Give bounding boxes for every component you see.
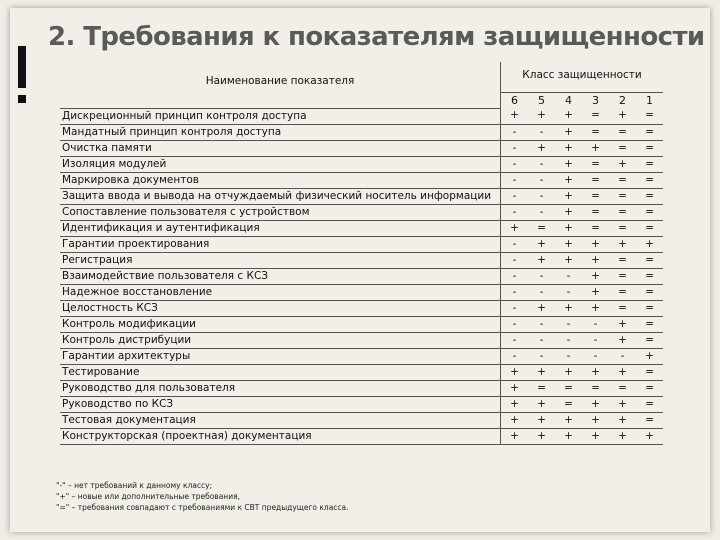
- indicator-name: Сопоставление пользователя с устройством: [60, 204, 501, 220]
- requirement-mark: =: [609, 172, 636, 188]
- table-row: [60, 412, 663, 428]
- requirement-mark: =: [636, 252, 663, 268]
- requirement-mark: +: [609, 316, 636, 332]
- requirement-mark: =: [609, 220, 636, 236]
- requirement-mark: +: [528, 428, 555, 444]
- table-header-row: [60, 62, 663, 93]
- requirement-mark: =: [609, 204, 636, 220]
- indicator-name: Изоляция модулей: [60, 156, 501, 172]
- name-column-header: Наименование показателя: [60, 62, 501, 108]
- indicator-name: Идентификация и аутентификация: [60, 220, 501, 236]
- requirement-mark: -: [528, 348, 555, 364]
- requirement-mark: +: [555, 204, 582, 220]
- requirement-mark: +: [528, 140, 555, 156]
- legend-note: "+" – новые или дополнительные требования,: [56, 492, 240, 501]
- indicator-name: Руководство по КСЗ: [60, 396, 501, 412]
- requirement-mark: +: [609, 156, 636, 172]
- accent-bar: [18, 46, 26, 88]
- requirement-mark: -: [501, 124, 529, 140]
- requirement-mark: +: [582, 412, 609, 428]
- indicator-name: Надежное восстановление: [60, 284, 501, 300]
- requirement-mark: -: [501, 188, 529, 204]
- requirement-mark: +: [609, 108, 636, 124]
- requirement-mark: -: [582, 332, 609, 348]
- requirement-mark: =: [609, 140, 636, 156]
- indicator-name: Мандатный принцип контроля доступа: [60, 124, 501, 140]
- table-row: [60, 396, 663, 412]
- class-number: 2: [619, 94, 626, 107]
- legend-note: "=" – требования совпадают с требованиями к СВТ предыдущего класса.: [56, 503, 349, 512]
- indicator-name: Тестовая документация: [60, 412, 501, 428]
- requirement-mark: =: [555, 396, 582, 412]
- indicator-name: Маркировка документов: [60, 172, 501, 188]
- requirement-mark: -: [528, 156, 555, 172]
- requirement-mark: -: [501, 156, 529, 172]
- requirement-mark: -: [501, 348, 529, 364]
- requirement-mark: -: [555, 284, 582, 300]
- table-row: [60, 428, 663, 444]
- table-row: [60, 172, 663, 188]
- requirement-mark: -: [528, 172, 555, 188]
- indicator-name: Регистрация: [60, 252, 501, 268]
- table-row: [60, 220, 663, 236]
- requirement-mark: +: [555, 188, 582, 204]
- requirement-mark: +: [528, 252, 555, 268]
- requirement-mark: +: [636, 236, 663, 252]
- requirement-mark: -: [528, 268, 555, 284]
- requirement-mark: =: [636, 332, 663, 348]
- requirement-mark: -: [528, 332, 555, 348]
- requirement-mark: -: [501, 140, 529, 156]
- requirement-mark: =: [636, 108, 663, 124]
- requirement-mark: +: [501, 364, 529, 380]
- indicator-name: Взаимодействие пользователя с КСЗ: [60, 268, 501, 284]
- requirements-table: [60, 62, 663, 445]
- requirement-mark: =: [582, 188, 609, 204]
- requirement-mark: +: [582, 252, 609, 268]
- requirement-mark: =: [582, 380, 609, 396]
- indicator-name: Контроль дистрибуции: [60, 332, 501, 348]
- requirement-mark: =: [636, 364, 663, 380]
- requirement-mark: +: [555, 124, 582, 140]
- requirement-mark: =: [609, 380, 636, 396]
- requirement-mark: -: [528, 204, 555, 220]
- class-number: 5: [538, 94, 545, 107]
- indicator-name: Дискреционный принцип контроля доступа: [60, 108, 501, 124]
- requirement-mark: +: [501, 428, 529, 444]
- requirement-mark: -: [609, 348, 636, 364]
- requirement-mark: =: [636, 396, 663, 412]
- requirement-mark: +: [528, 396, 555, 412]
- requirement-mark: +: [582, 236, 609, 252]
- requirement-mark: -: [501, 300, 529, 316]
- requirement-mark: +: [528, 412, 555, 428]
- requirement-mark: =: [609, 124, 636, 140]
- requirement-mark: =: [636, 172, 663, 188]
- legend-notes: [56, 480, 349, 513]
- requirement-mark: =: [555, 380, 582, 396]
- requirement-mark: =: [636, 284, 663, 300]
- table-row: [60, 236, 663, 252]
- class-number: 4: [565, 94, 572, 107]
- requirement-mark: +: [501, 396, 529, 412]
- table-row: [60, 332, 663, 348]
- requirement-mark: +: [582, 300, 609, 316]
- requirement-mark: =: [582, 108, 609, 124]
- requirement-mark: -: [555, 268, 582, 284]
- requirement-mark: +: [609, 364, 636, 380]
- requirement-mark: +: [501, 108, 529, 124]
- requirement-mark: =: [609, 252, 636, 268]
- table-row: [60, 124, 663, 140]
- requirement-mark: +: [609, 428, 636, 444]
- requirement-mark: -: [501, 316, 529, 332]
- requirement-mark: =: [582, 156, 609, 172]
- requirement-mark: +: [501, 412, 529, 428]
- accent-square: [18, 95, 26, 103]
- requirement-mark: +: [555, 364, 582, 380]
- requirement-mark: =: [528, 380, 555, 396]
- requirement-mark: +: [555, 412, 582, 428]
- table-row: [60, 284, 663, 300]
- requirement-mark: =: [609, 284, 636, 300]
- requirement-mark: +: [528, 236, 555, 252]
- requirement-mark: +: [609, 396, 636, 412]
- requirement-mark: =: [636, 316, 663, 332]
- table-row: [60, 316, 663, 332]
- requirement-mark: +: [555, 300, 582, 316]
- requirement-mark: +: [528, 364, 555, 380]
- requirement-mark: =: [636, 268, 663, 284]
- requirement-mark: +: [609, 236, 636, 252]
- requirement-mark: =: [609, 300, 636, 316]
- indicator-name: Защита ввода и вывода на отчуждаемый физический носитель информации: [60, 188, 501, 204]
- indicator-name: Целостность КСЗ: [60, 300, 501, 316]
- requirement-mark: =: [609, 188, 636, 204]
- requirement-mark: =: [636, 124, 663, 140]
- table-row: [60, 204, 663, 220]
- requirement-mark: =: [609, 268, 636, 284]
- requirement-mark: =: [582, 172, 609, 188]
- legend-note: "-" – нет требований к данному классу;: [56, 481, 213, 490]
- requirement-mark: +: [555, 236, 582, 252]
- indicator-name: Гарантии архитектуры: [60, 348, 501, 364]
- requirement-mark: =: [636, 220, 663, 236]
- class-number: 1: [646, 94, 653, 107]
- requirement-mark: -: [501, 332, 529, 348]
- table-row: [60, 380, 663, 396]
- requirement-mark: =: [636, 156, 663, 172]
- class-column-header: Класс защищенности: [501, 62, 664, 93]
- requirement-mark: -: [501, 236, 529, 252]
- requirement-mark: +: [555, 108, 582, 124]
- requirement-mark: +: [582, 268, 609, 284]
- requirement-mark: =: [636, 204, 663, 220]
- requirement-mark: +: [501, 380, 529, 396]
- requirement-mark: +: [528, 108, 555, 124]
- requirement-mark: =: [528, 220, 555, 236]
- requirement-mark: +: [582, 284, 609, 300]
- requirement-mark: -: [528, 284, 555, 300]
- class-number: 3: [592, 94, 599, 107]
- indicator-name: Гарантии проектирования: [60, 236, 501, 252]
- table-row: [60, 108, 663, 124]
- requirement-mark: =: [636, 380, 663, 396]
- table-row: [60, 156, 663, 172]
- table-row: [60, 188, 663, 204]
- table-row: [60, 300, 663, 316]
- requirement-mark: -: [501, 268, 529, 284]
- indicator-name: Контроль модификации: [60, 316, 501, 332]
- requirement-mark: -: [501, 172, 529, 188]
- indicator-name: Конструкторская (проектная) документация: [60, 428, 501, 444]
- table-row: [60, 140, 663, 156]
- requirement-mark: -: [528, 316, 555, 332]
- requirement-mark: -: [555, 316, 582, 332]
- requirement-mark: -: [501, 284, 529, 300]
- table-row: [60, 252, 663, 268]
- indicator-name: Руководство для пользователя: [60, 380, 501, 396]
- requirement-mark: +: [501, 220, 529, 236]
- requirement-mark: -: [555, 348, 582, 364]
- requirement-mark: +: [555, 172, 582, 188]
- class-number: 6: [511, 94, 518, 107]
- requirement-mark: -: [501, 252, 529, 268]
- slide-title: 2. Требования к показателям защищенности: [48, 22, 705, 52]
- requirement-mark: -: [501, 204, 529, 220]
- requirement-mark: +: [636, 428, 663, 444]
- table-row: [60, 268, 663, 284]
- requirement-mark: =: [636, 412, 663, 428]
- table-row: [60, 348, 663, 364]
- table-row: [60, 364, 663, 380]
- requirement-mark: +: [636, 348, 663, 364]
- indicator-name: Очистка памяти: [60, 140, 501, 156]
- requirement-mark: =: [582, 124, 609, 140]
- requirement-mark: +: [555, 252, 582, 268]
- requirement-mark: -: [528, 188, 555, 204]
- requirement-mark: =: [582, 204, 609, 220]
- requirement-mark: +: [609, 332, 636, 348]
- requirement-mark: -: [555, 332, 582, 348]
- requirement-mark: +: [582, 140, 609, 156]
- requirement-mark: +: [582, 364, 609, 380]
- requirement-mark: +: [582, 396, 609, 412]
- requirement-mark: =: [636, 188, 663, 204]
- requirement-mark: +: [555, 220, 582, 236]
- requirement-mark: -: [582, 348, 609, 364]
- requirement-mark: =: [636, 300, 663, 316]
- indicator-name: Тестирование: [60, 364, 501, 380]
- requirement-mark: -: [582, 316, 609, 332]
- requirement-mark: +: [528, 300, 555, 316]
- requirement-mark: +: [582, 428, 609, 444]
- requirement-mark: +: [555, 156, 582, 172]
- requirement-mark: =: [636, 140, 663, 156]
- requirement-mark: +: [555, 140, 582, 156]
- requirement-mark: -: [528, 124, 555, 140]
- requirement-mark: +: [555, 428, 582, 444]
- requirement-mark: =: [582, 220, 609, 236]
- requirement-mark: +: [609, 412, 636, 428]
